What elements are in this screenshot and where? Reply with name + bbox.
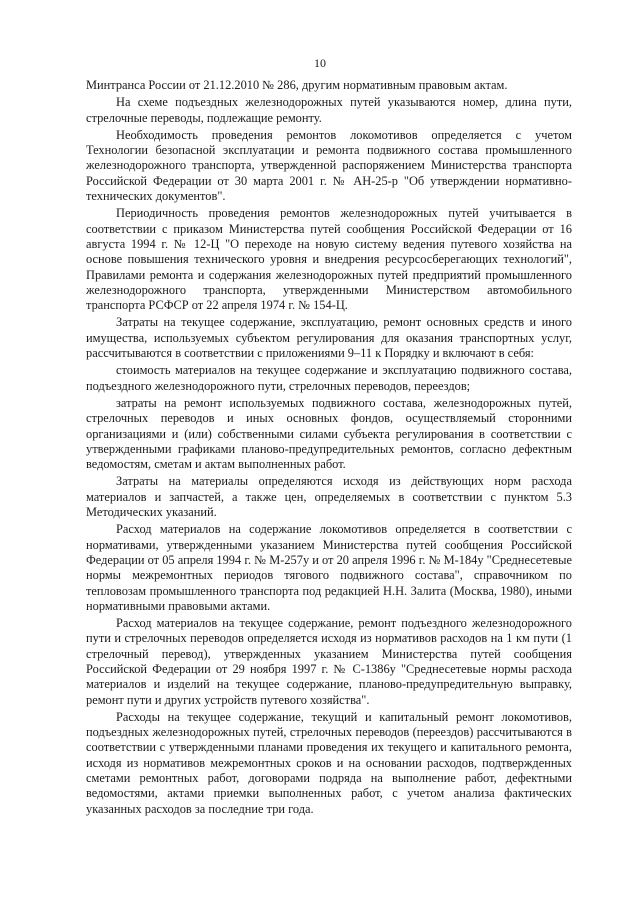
paragraph-2: На схеме подъездных железнодорожных путей указываются номер, длина пути, стрелочные переводы, подлежащие ремонту. xyxy=(86,95,572,125)
paragraph-11: Расходы на текущее содержание, текущий и капитальный ремонт локомотивов, подъездных железнодорожных путей, стрелочных переводов (переездов) рассчитываются в соответствии с утвержденными планами проведения их текущего и капитального ремонта, исходя из нормативов межремонтных сроков и на основании расходов, подтвержденных сметами ремонтных работ, договорами подряда на выполнение работ, дефектными ведомостями, актами приемки выполненных работ, с учетом анализа фактических указанных расходов за последние три года. xyxy=(86,709,572,816)
paragraph-9: Расход материалов на содержание локомотивов определяется в соответствии с нормативами, утвержденными указанием Министерства путей сообщения Российской Федерации от 05 апреля 1994 г. № М-257у и от 20 апреля 1996 г. № М-184у "Среднесетевые нормы межремонтных периодов тягового подвижного состава", справочником по тепловозам промышленного транспорта под редакцией Н.Н. Залита (Москва, 1980), иными нормативными правовыми актами. xyxy=(86,522,572,613)
document-body xyxy=(86,78,572,819)
paragraph-1: Минтранса России от 21.12.2010 № 286, другим нормативным правовым актам. xyxy=(86,78,508,92)
page-number: 10 xyxy=(314,56,326,70)
paragraph-5: Затраты на текущее содержание, эксплуатацию, ремонт основных средств и иного имущества, используемых субъектом регулирования для оказания транспортных услуг, рассчитываются в соответствии с приложениями 9–11 к Порядку и включают в себя: xyxy=(86,315,572,361)
paragraph-4: Периодичность проведения ремонтов железнодорожных путей учитывается в соответствии с приказом Министерства путей сообщения Российской Федерации от 16 августа 1994 г. № 12-Ц "О переходе на новую систему ведения путевого хозяйства на основе повышения технического уровня и внедрения ресурсосберегающих технологий", Правилами ремонта и содержания железнодорожных путей предприятий промышленного железнодорожного транспорта, утвержденными Министерством автомобильного транспорта РСФСР от 22 апреля 1974 г. № 154-Ц. xyxy=(86,206,572,313)
paragraph-10: Расход материалов на текущее содержание, ремонт подъездного железнодорожного пути и стрелочных переводов определяется исходя из нормативов расходов на 1 км пути (1 стрелочный перевод), утвержденных указанием Министерства путей сообщения Российской Федерации от 29 ноября 1997 г. № С-1386у "Среднесетевые нормы расхода материалов и изделий на текущее содержание, планово-предупредительную выправку, ремонт пути и других устройств путевого хозяйства". xyxy=(86,616,572,707)
paragraph-8: Затраты на материалы определяются исходя из действующих норм расхода материалов и запчастей, а также цен, определяемых в соответствии с пунктом 5.3 Методических указаний. xyxy=(86,474,572,520)
paragraph-7: затраты на ремонт используемых подвижного состава, железнодорожных путей, стрелочных переводов и иных основных фондов, осуществляемый сторонними организациями и (или) собственными силами субъекта регулирования в соответствии с утвержденными графиками планово-предупредительных ремонтов, согласно дефектным ведомостям, сметам и актам выполненных работ. xyxy=(86,395,572,472)
paragraph-6: стоимость материалов на текущее содержание и эксплуатацию подвижного состава, подъездного железнодорожного пути, стрелочных переводов, переездов; xyxy=(86,363,572,393)
paragraph-3: Необходимость проведения ремонтов локомотивов определяется с учетом Технологии безопасной эксплуатации и ремонта подвижного состава промышленного железнодорожного транспорта, утвержденной распоряжением Министерства транспорта Российской Федерации от 30 марта 2001 г. № АН-25-р "Об утверждении нормативно-технических документов". xyxy=(86,127,572,204)
